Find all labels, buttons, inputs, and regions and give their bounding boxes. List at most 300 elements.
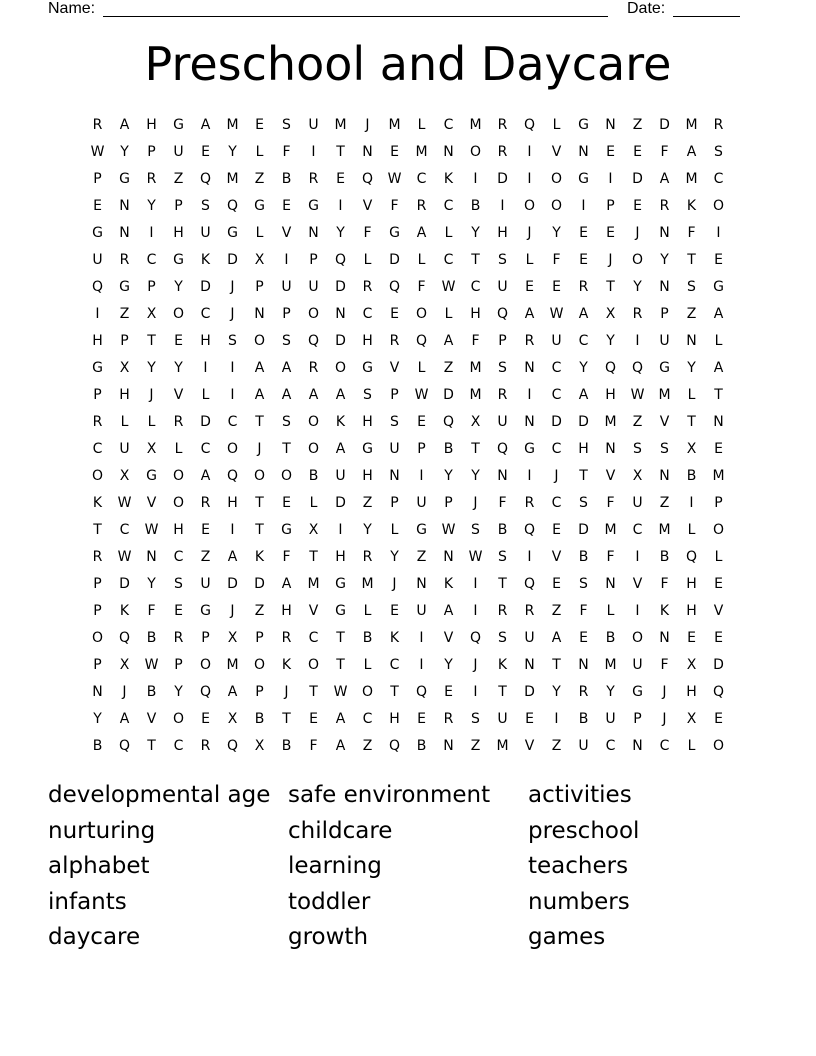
grid-letter: L [363, 603, 372, 619]
grid-letter: J [149, 387, 154, 403]
grid-letter: I [635, 603, 640, 619]
grid-letter: A [200, 117, 211, 133]
grid-letter: I [419, 630, 424, 646]
grid-letter: Q [631, 360, 644, 376]
date-label: Date: [627, 0, 666, 17]
grid-letter: I [527, 144, 532, 160]
grid-letter: V [551, 549, 562, 565]
grid-letter: Z [254, 603, 265, 619]
grid-letter: R [497, 387, 508, 403]
grid-letter: T [687, 252, 696, 268]
grid-letter: F [660, 144, 669, 160]
grid-letter: T [498, 684, 507, 700]
grid-letter: L [687, 738, 696, 754]
grid-letter: U [281, 279, 292, 295]
grid-letter: D [254, 576, 265, 592]
grid-letter: L [147, 414, 156, 430]
grid-letter: U [416, 603, 427, 619]
grid-row [84, 247, 732, 274]
grid-letter: H [362, 414, 373, 430]
grid-letter: Z [551, 738, 562, 754]
grid-letter: T [579, 468, 588, 484]
grid-row [84, 301, 732, 328]
grid-letter: S [579, 576, 588, 592]
grid-letter: T [336, 144, 345, 160]
grid-letter: F [282, 549, 291, 565]
grid-letter: Q [226, 198, 239, 214]
grid-letter: G [362, 360, 373, 376]
grid-letter: H [686, 576, 697, 592]
word-list-item: alphabet [48, 853, 150, 879]
grid-letter: X [227, 630, 238, 646]
grid-letter: Y [552, 684, 561, 700]
grid-letter: N [92, 684, 103, 700]
grid-letter: F [363, 225, 372, 241]
grid-letter: Z [659, 495, 670, 511]
grid-letter: L [201, 387, 210, 403]
grid-letter: W [387, 171, 402, 187]
grid-letter: F [282, 144, 291, 160]
grid-letter: E [336, 171, 345, 187]
grid-letter: C [227, 414, 238, 430]
grid-letter: D [497, 171, 508, 187]
grid-letter: L [525, 252, 534, 268]
grid-letter: D [335, 333, 346, 349]
grid-letter: D [443, 387, 454, 403]
grid-letter: N [524, 414, 535, 430]
grid-letter: Q [118, 738, 131, 754]
grid-letter: Z [119, 306, 130, 322]
grid-letter: X [632, 468, 643, 484]
grid-letter: S [174, 576, 183, 592]
word-list-item: safe environment [288, 782, 491, 808]
grid-letter: C [578, 333, 589, 349]
grid-letter: E [93, 198, 102, 214]
grid-letter: Y [444, 657, 453, 673]
grid-letter: A [254, 360, 265, 376]
grid-letter: B [686, 468, 697, 484]
grid-letter: E [714, 711, 723, 727]
grid-letter: H [200, 333, 211, 349]
grid-letter: Z [686, 306, 697, 322]
grid-row [84, 652, 732, 679]
grid-letter: S [282, 117, 291, 133]
grid-letter: V [146, 711, 157, 727]
grid-letter: S [714, 144, 723, 160]
grid-letter: O [712, 738, 725, 754]
grid-letter: X [119, 657, 130, 673]
grid-letter: A [416, 225, 427, 241]
grid-letter: I [689, 495, 694, 511]
grid-letter: S [282, 333, 291, 349]
grid-letter: E [174, 603, 183, 619]
grid-letter: T [471, 441, 480, 457]
grid-letter: J [230, 306, 235, 322]
grid-letter: E [687, 630, 696, 646]
grid-letter: B [659, 549, 670, 565]
grid-letter: B [254, 711, 265, 727]
grid-letter: H [362, 468, 373, 484]
grid-letter: B [146, 630, 157, 646]
word-list-item: nurturing [48, 817, 156, 844]
grid-letter: O [199, 657, 212, 673]
grid-letter: S [363, 387, 372, 403]
grid-letter: H [92, 333, 103, 349]
grid-letter: N [335, 306, 346, 322]
grid-letter: O [253, 333, 266, 349]
grid-letter: L [309, 495, 318, 511]
grid-row [84, 274, 732, 301]
grid-letter: I [473, 684, 478, 700]
grid-letter: E [714, 630, 723, 646]
grid-letter: N [146, 549, 157, 565]
grid-row [84, 625, 732, 652]
grid-letter: D [227, 252, 238, 268]
grid-letter: R [92, 549, 103, 565]
grid-letter: G [227, 225, 238, 241]
grid-letter: W [441, 279, 456, 295]
grid-letter: Q [199, 171, 212, 187]
grid-letter: P [714, 495, 723, 511]
grid-letter: Z [254, 171, 265, 187]
grid-letter: K [281, 657, 292, 673]
grid-letter: Y [174, 360, 183, 376]
header-fields [48, 0, 748, 20]
grid-letter: O [226, 441, 239, 457]
grid-letter: A [578, 306, 589, 322]
grid-letter: R [524, 333, 535, 349]
grid-letter: Z [173, 171, 184, 187]
grid-letter: P [390, 495, 399, 511]
date-blank-line[interactable] [673, 16, 740, 17]
grid-letter: A [119, 711, 130, 727]
grid-letter: D [200, 414, 211, 430]
grid-letter: S [498, 360, 507, 376]
grid-letter: J [257, 441, 262, 457]
grid-letter: R [578, 279, 589, 295]
grid-letter: O [550, 171, 563, 187]
grid-letter: P [633, 711, 642, 727]
grid-letter: A [686, 144, 697, 160]
word-list-item: activities [528, 782, 632, 808]
grid-letter: D [632, 171, 643, 187]
grid-letter: J [284, 684, 289, 700]
grid-letter: Y [228, 144, 237, 160]
grid-letter: U [524, 630, 535, 646]
grid-letter: T [309, 684, 318, 700]
grid-letter: I [95, 306, 100, 322]
grid-letter: G [146, 468, 157, 484]
grid-letter: D [713, 657, 724, 673]
grid-letter: J [230, 279, 235, 295]
grid-letter: E [390, 306, 399, 322]
grid-row [84, 355, 732, 382]
grid-letter: R [362, 549, 373, 565]
grid-letter: D [659, 117, 670, 133]
grid-letter: H [578, 441, 589, 457]
grid-letter: E [579, 630, 588, 646]
grid-letter: A [335, 738, 346, 754]
grid-letter: L [120, 414, 129, 430]
grid-letter: A [308, 387, 319, 403]
grid-letter: W [144, 657, 159, 673]
grid-letter: R [578, 684, 589, 700]
grid-letter: N [497, 468, 508, 484]
grid-letter: T [498, 576, 507, 592]
grid-letter: E [417, 414, 426, 430]
grid-letter: C [632, 522, 643, 538]
grid-letter: W [333, 684, 348, 700]
grid-letter: O [334, 360, 347, 376]
grid-letter: G [119, 279, 130, 295]
grid-letter: J [122, 684, 127, 700]
grid-letter: G [632, 684, 643, 700]
grid-letter: C [308, 630, 319, 646]
grid-letter: U [173, 144, 184, 160]
grid-letter: O [253, 468, 266, 484]
grid-letter: C [443, 252, 454, 268]
grid-letter: M [469, 387, 482, 403]
grid-letter: V [524, 738, 535, 754]
grid-letter: A [281, 387, 292, 403]
grid-row [84, 166, 732, 193]
grid-letter: N [605, 576, 616, 592]
grid-letter: Y [471, 225, 480, 241]
word-search-grid [84, 112, 732, 760]
grid-letter: Y [174, 684, 183, 700]
grid-letter: I [581, 198, 586, 214]
grid-letter: B [470, 198, 481, 214]
grid-letter: S [471, 711, 480, 727]
grid-row [84, 544, 732, 571]
grid-letter: E [417, 711, 426, 727]
grid-letter: A [443, 333, 454, 349]
grid-letter: T [282, 711, 291, 727]
grid-letter: W [468, 549, 483, 565]
grid-letter: V [713, 603, 724, 619]
grid-letter: T [282, 441, 291, 457]
grid-letter: S [633, 441, 642, 457]
grid-letter: M [469, 360, 482, 376]
grid-letter: A [227, 684, 238, 700]
grid-letter: N [524, 657, 535, 673]
grid-letter: Y [552, 225, 561, 241]
grid-letter: I [527, 171, 532, 187]
grid-letter: L [417, 360, 426, 376]
grid-letter: E [552, 576, 561, 592]
grid-letter: Z [551, 603, 562, 619]
grid-letter: Q [496, 306, 509, 322]
grid-letter: N [605, 117, 616, 133]
grid-letter: R [659, 198, 670, 214]
grid-letter: E [309, 711, 318, 727]
grid-letter: G [200, 603, 211, 619]
grid-letter: H [497, 225, 508, 241]
grid-letter: S [498, 549, 507, 565]
grid-letter: G [713, 279, 724, 295]
grid-letter: D [335, 495, 346, 511]
grid-letter: I [500, 198, 505, 214]
grid-letter: F [498, 495, 507, 511]
grid-letter: M [361, 576, 374, 592]
grid-letter: M [226, 657, 239, 673]
grid-letter: H [362, 333, 373, 349]
grid-letter: I [527, 387, 532, 403]
grid-letter: N [578, 657, 589, 673]
grid-letter: A [119, 117, 130, 133]
word-list-item: games [528, 924, 606, 950]
grid-letter: J [473, 495, 478, 511]
grid-letter: Q [469, 630, 482, 646]
grid-letter: G [173, 252, 184, 268]
grid-letter: R [713, 117, 724, 133]
grid-letter: U [497, 279, 508, 295]
grid-letter: I [527, 549, 532, 565]
grid-letter: U [92, 252, 103, 268]
grid-row [84, 706, 732, 733]
grid-letter: P [444, 495, 453, 511]
grid-letter: A [551, 630, 562, 646]
grid-letter: V [389, 360, 400, 376]
grid-letter: D [578, 522, 589, 538]
grid-letter: U [119, 441, 130, 457]
grid-letter: P [282, 306, 291, 322]
grid-letter: E [525, 711, 534, 727]
grid-letter: A [335, 441, 346, 457]
grid-letter: E [201, 144, 210, 160]
grid-letter: X [686, 711, 697, 727]
grid-letter: X [254, 738, 265, 754]
grid-letter: O [307, 657, 320, 673]
grid-letter: V [659, 414, 670, 430]
grid-letter: G [362, 441, 373, 457]
grid-letter: N [713, 414, 724, 430]
grid-letter: M [469, 117, 482, 133]
grid-letter: E [390, 144, 399, 160]
grid-letter: Y [660, 252, 669, 268]
grid-letter: P [417, 441, 426, 457]
grid-letter: F [660, 657, 669, 673]
grid-letter: M [388, 117, 401, 133]
grid-letter: W [117, 495, 132, 511]
grid-letter: L [552, 117, 561, 133]
grid-letter: G [308, 198, 319, 214]
grid-letter: O [91, 468, 104, 484]
grid-letter: A [335, 387, 346, 403]
grid-letter: R [362, 279, 373, 295]
grid-letter: Q [442, 414, 455, 430]
grid-letter: F [552, 252, 561, 268]
grid-row [84, 571, 732, 598]
grid-letter: Z [443, 360, 454, 376]
grid-letter: H [173, 522, 184, 538]
grid-letter: W [144, 522, 159, 538]
grid-letter: F [147, 603, 156, 619]
grid-letter: M [415, 144, 428, 160]
word-list-item: preschool [528, 817, 640, 844]
grid-letter: A [254, 387, 265, 403]
grid-letter: I [554, 711, 559, 727]
grid-letter: P [93, 603, 102, 619]
grid-letter: I [338, 198, 343, 214]
grid-letter: U [200, 576, 211, 592]
grid-letter: M [604, 657, 617, 673]
grid-letter: T [147, 333, 156, 349]
grid-letter: D [335, 279, 346, 295]
grid-letter: O [253, 657, 266, 673]
grid-letter: G [254, 198, 265, 214]
grid-letter: P [606, 198, 615, 214]
grid-letter: J [608, 252, 613, 268]
grid-letter: L [714, 549, 723, 565]
grid-letter: A [659, 171, 670, 187]
grid-letter: I [635, 549, 640, 565]
grid-letter: I [203, 360, 208, 376]
grid-letter: G [416, 522, 427, 538]
grid-letter: G [119, 171, 130, 187]
grid-letter: P [120, 333, 129, 349]
grid-letter: L [417, 117, 426, 133]
grid-letter: D [578, 414, 589, 430]
grid-letter: G [335, 576, 346, 592]
grid-letter: G [389, 225, 400, 241]
grid-letter: R [497, 117, 508, 133]
grid-letter: P [93, 387, 102, 403]
grid-letter: P [174, 198, 183, 214]
grid-letter: L [363, 657, 372, 673]
grid-letter: X [119, 468, 130, 484]
grid-letter: Q [361, 171, 374, 187]
grid-letter: S [660, 441, 669, 457]
grid-letter: L [255, 225, 264, 241]
name-blank-line[interactable] [103, 16, 608, 17]
grid-letter: E [579, 225, 588, 241]
name-label: Name: [48, 0, 96, 17]
grid-letter: Y [687, 360, 696, 376]
grid-letter: K [335, 414, 346, 430]
grid-letter: J [473, 657, 478, 673]
grid-letter: Q [523, 117, 536, 133]
grid-letter: W [549, 306, 564, 322]
grid-letter: I [608, 171, 613, 187]
grid-letter: A [335, 711, 346, 727]
grid-letter: K [686, 198, 697, 214]
grid-letter: W [117, 549, 132, 565]
word-list-item: toddler [288, 888, 371, 915]
grid-letter: P [660, 306, 669, 322]
grid-letter: Y [606, 684, 615, 700]
grid-letter: Q [415, 684, 428, 700]
grid-letter: V [281, 225, 292, 241]
grid-letter: R [173, 630, 184, 646]
grid-letter: B [281, 171, 292, 187]
grid-letter: I [716, 225, 721, 241]
grid-letter: N [443, 738, 454, 754]
grid-letter: S [390, 414, 399, 430]
grid-letter: R [497, 144, 508, 160]
grid-letter: C [551, 441, 562, 457]
grid-letter: F [606, 495, 615, 511]
grid-letter: E [444, 684, 453, 700]
grid-letter: A [443, 603, 454, 619]
grid-letter: H [605, 387, 616, 403]
grid-letter: M [712, 468, 725, 484]
grid-letter: E [552, 522, 561, 538]
grid-letter: G [173, 117, 184, 133]
grid-letter: R [92, 414, 103, 430]
grid-letter: V [443, 630, 454, 646]
word-list-item: learning [288, 853, 382, 879]
